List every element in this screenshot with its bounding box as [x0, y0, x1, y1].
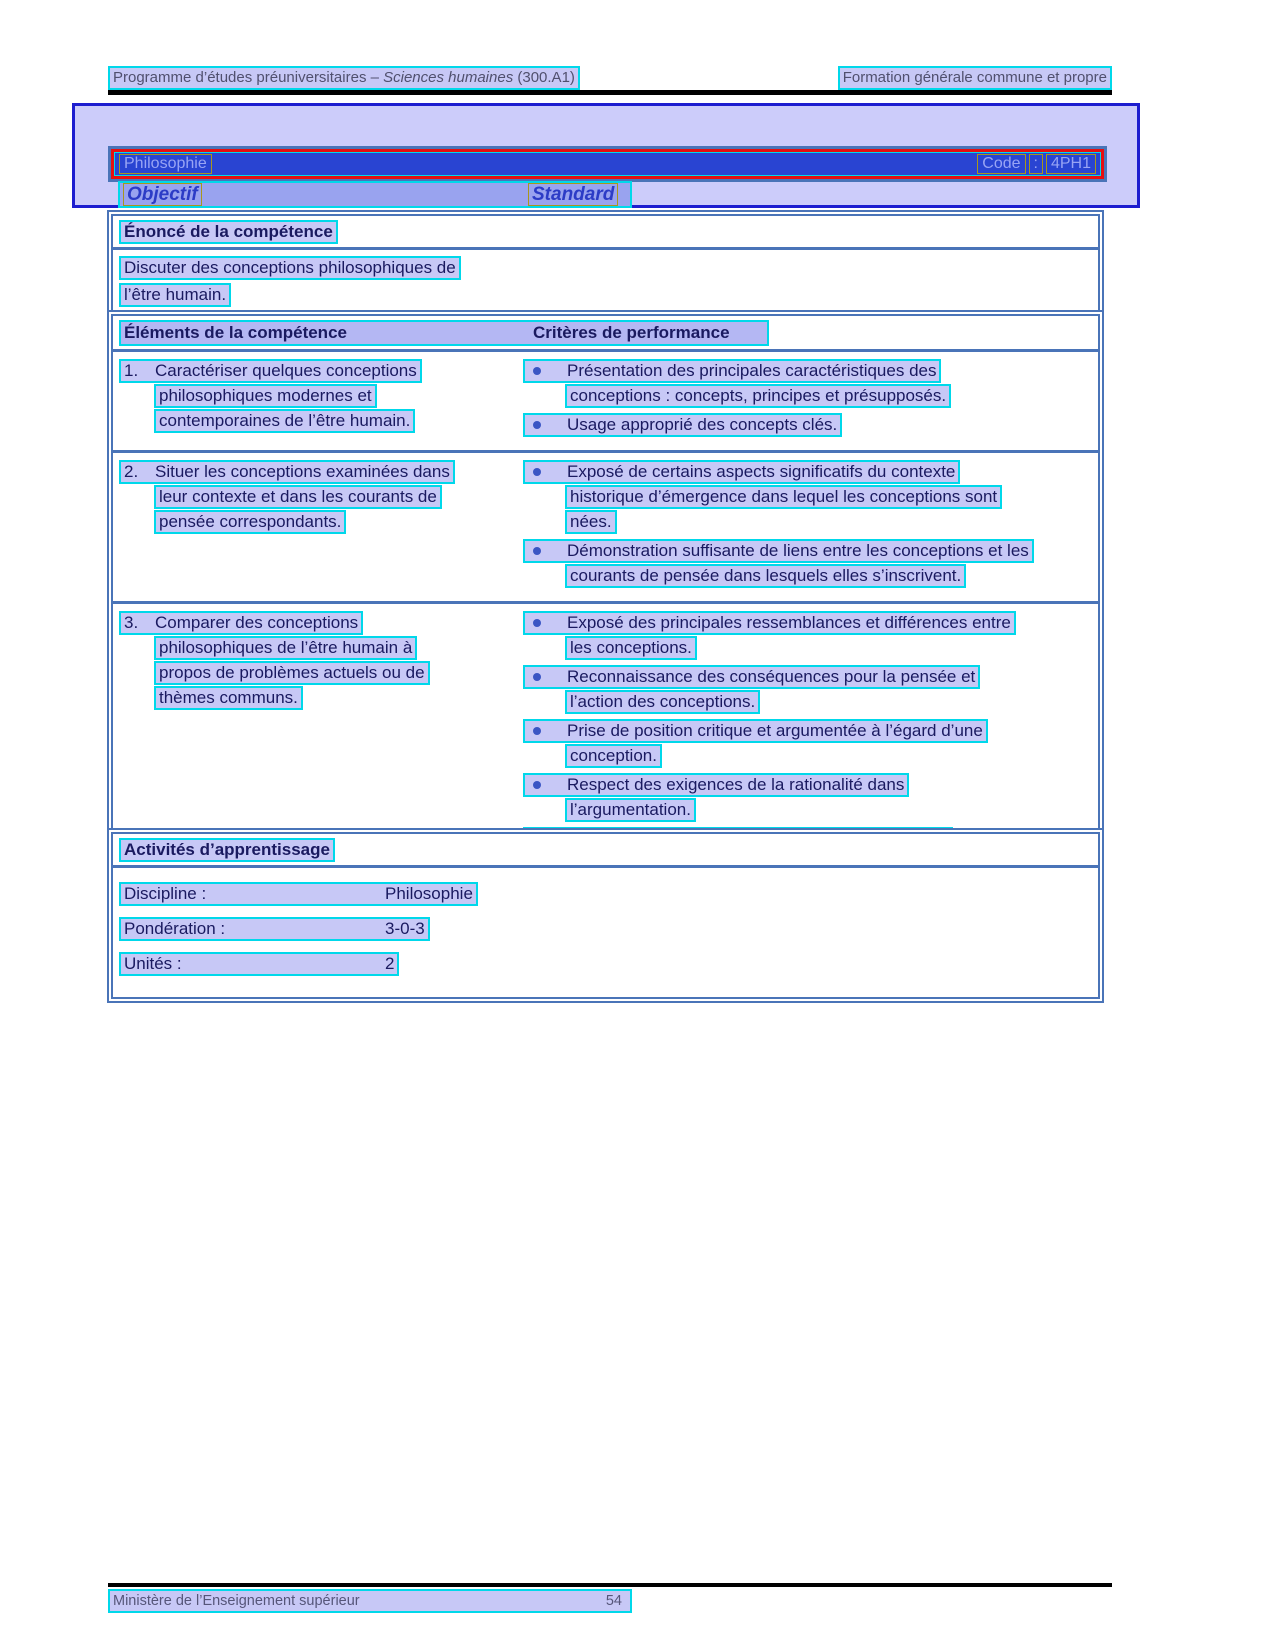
- element-line: philosophiques de l’être humain à: [154, 636, 417, 660]
- column-standard-label: Standard: [528, 183, 618, 206]
- program-title-text: Programme d’études préuniversitaires –: [113, 69, 384, 86]
- criteria-item: [523, 358, 1090, 408]
- competence-table: [107, 310, 1104, 899]
- element-line: 1. Caractériser quelques conceptions: [119, 359, 422, 383]
- bullet-icon: [533, 367, 541, 375]
- criteria-item: [523, 610, 1090, 660]
- activities-header-row: [113, 834, 1098, 868]
- criteria-cell: [523, 358, 1090, 437]
- criteria-line: l’action des conceptions.: [565, 690, 760, 714]
- bullet-icon: [533, 673, 541, 681]
- criteria-line: Exposé des principales ressemblances et différences entre: [523, 611, 1016, 635]
- criteria-line: conceptions : concepts, principes et présupposés.: [565, 384, 951, 408]
- page-header: [108, 66, 1112, 90]
- criteria-line: Respect des exigences de la rationalité dans: [523, 773, 909, 797]
- enonce-header-row: [113, 216, 1098, 250]
- criteria-item: [523, 772, 1090, 822]
- bullet-icon: [533, 781, 541, 789]
- program-code-text: (300.A1): [513, 69, 575, 86]
- competence-statement-line: Discuter des conceptions philosophiques de: [119, 256, 461, 280]
- criteria-line: courants de pensée dans lesquels elles s’inscrivent.: [565, 564, 966, 588]
- activity-label: Pondération :: [124, 919, 226, 938]
- code-value: 4PH1: [1046, 154, 1096, 174]
- annotation-red-box: [111, 149, 1104, 179]
- competence-statement: [119, 283, 1092, 310]
- activities-body: [113, 868, 1098, 997]
- enonce-body: [113, 250, 1098, 314]
- activity-value: Philosophie: [385, 884, 473, 903]
- table-row: [113, 450, 1098, 601]
- criteria-item: [523, 538, 1090, 588]
- criteria-item: [523, 412, 1090, 437]
- table-header-band: [119, 320, 769, 346]
- bullet-icon: [533, 468, 541, 476]
- activity-value: 2: [385, 954, 395, 973]
- element-cell: [119, 459, 523, 588]
- competence-statement-line: l’être humain.: [119, 283, 231, 307]
- course-title-bar: [108, 146, 1107, 182]
- activities-section: [107, 828, 1104, 1003]
- enonce-section: [107, 210, 1104, 320]
- code-colon: :: [1029, 154, 1043, 174]
- table-row: [113, 352, 1098, 450]
- criteria-line: Démonstration suffisante de liens entre les conceptions et les: [523, 539, 1034, 563]
- element-number: 3.: [124, 613, 139, 632]
- page-header-left: [108, 66, 580, 90]
- criteria-line: historique d’émergence dans lequel les conceptions sont: [565, 485, 1002, 509]
- criteria-line: Présentation des principales caractéristiques des: [523, 359, 941, 383]
- course-code: [977, 154, 1096, 174]
- element-line: propos de problèmes actuels ou de: [154, 661, 430, 685]
- criteria-line: conception.: [565, 744, 662, 768]
- activity-row: [119, 952, 1092, 987]
- element-line: contemporaines de l’être humain.: [154, 409, 415, 433]
- activity-row: [119, 882, 1092, 917]
- element-line: philosophiques modernes et: [154, 384, 377, 408]
- bullet-icon: [533, 421, 541, 429]
- criteria-line: nées.: [565, 510, 617, 534]
- element-line: leur contexte et dans les courants de: [154, 485, 442, 509]
- activity-label: Discipline :: [124, 884, 207, 903]
- code-label: Code: [977, 154, 1025, 174]
- criteria-line: Exposé de certains aspects significatifs du contexte: [523, 460, 960, 484]
- competence-statement: [119, 256, 1092, 283]
- element-cell: [119, 358, 523, 437]
- footer-band: [108, 1589, 632, 1613]
- table-header-left: Éléments de la compétence: [124, 323, 347, 342]
- course-title: Philosophie: [119, 154, 212, 174]
- activity-row: [119, 917, 1092, 952]
- criteria-item: [523, 718, 1090, 768]
- course-title-inner: [114, 152, 1101, 176]
- page-footer: [108, 1589, 632, 1613]
- activity-entry: [119, 882, 478, 906]
- element-line: pensée correspondants.: [154, 510, 346, 534]
- bullet-icon: [533, 619, 541, 627]
- program-title-italic: Sciences humaines: [383, 69, 514, 86]
- table-header-right: Critères de performance: [533, 323, 730, 342]
- program-header-box: [72, 103, 1140, 208]
- header-rule: [108, 90, 1112, 95]
- footer-text: Ministère de l’Enseignement supérieur: [113, 1593, 360, 1609]
- page-number: 54: [605, 1593, 622, 1609]
- element-number: 1.: [124, 361, 139, 380]
- table-header-row: [113, 316, 1098, 352]
- criteria-line: Reconnaissance des conséquences pour la pensée et: [523, 665, 980, 689]
- element-line: thèmes communs.: [154, 686, 303, 710]
- activity-value: 3-0-3: [385, 919, 425, 938]
- bullet-icon: [533, 547, 541, 555]
- bullet-icon: [533, 727, 541, 735]
- element-number: 2.: [124, 462, 139, 481]
- element-line: 3. Comparer des conceptions: [119, 611, 363, 635]
- activity-entry: [119, 952, 399, 976]
- criteria-line: Usage approprié des concepts clés.: [523, 413, 842, 437]
- criteria-line: l’argumentation.: [565, 798, 696, 822]
- criteria-line: Prise de position critique et argumentée à l’égard d’une: [523, 719, 988, 743]
- activity-entry: [119, 917, 430, 941]
- column-objectif-label: Objectif: [123, 183, 202, 206]
- element-line: 2. Situer les conceptions examinées dans: [119, 460, 455, 484]
- column-headers-band: [118, 181, 632, 208]
- activities-header-label: Activités d’apprentissage: [119, 838, 335, 862]
- criteria-cell: [523, 459, 1090, 588]
- criteria-item: [523, 459, 1090, 534]
- activity-label: Unités :: [124, 954, 182, 973]
- enonce-header-label: Énoncé de la compétence: [119, 220, 338, 244]
- criteria-item: [523, 664, 1090, 714]
- page-header-right: Formation générale commune et propre: [838, 66, 1112, 90]
- criteria-line: les conceptions.: [565, 636, 697, 660]
- footer-rule: [108, 1583, 1112, 1587]
